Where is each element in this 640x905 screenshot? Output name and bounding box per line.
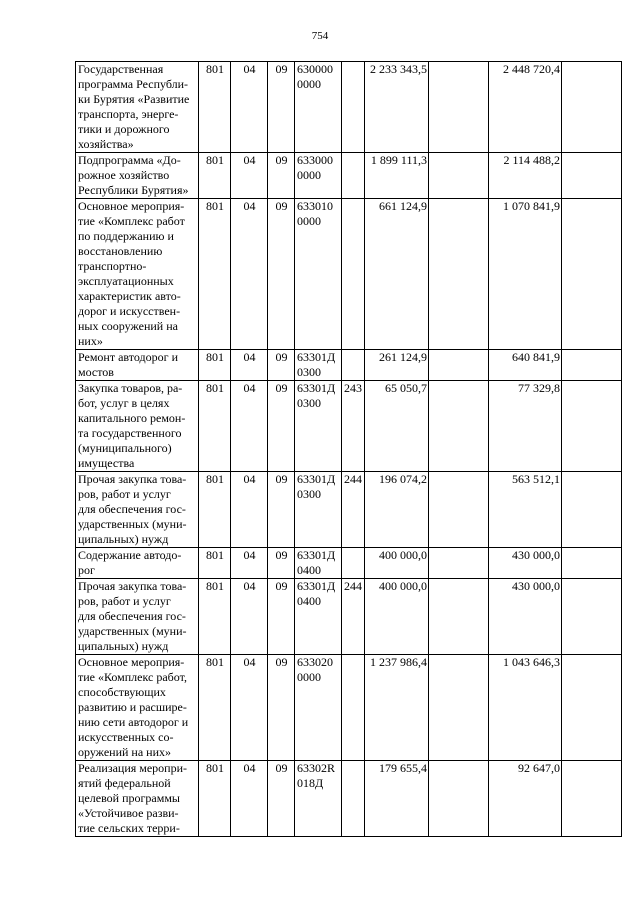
empty-cell	[562, 472, 622, 548]
gr-cell: 801	[199, 350, 231, 381]
csr-line: 0000	[297, 670, 321, 684]
sum-year1-cell: 179 655,4	[365, 761, 429, 837]
csr-line: 63301Д	[297, 472, 336, 486]
csr-cell	[295, 655, 342, 761]
empty-cell	[562, 381, 622, 472]
csr-line: 63301Д	[297, 381, 336, 395]
empty-cell	[429, 655, 489, 761]
empty-cell	[562, 62, 622, 153]
item-name-line: нию сети автодорог и	[78, 715, 189, 729]
sum-year2-cell: 1 070 841,9	[489, 199, 562, 350]
csr-cell	[295, 350, 342, 381]
sum-year1-cell: 1 899 111,3	[365, 153, 429, 199]
sum-year2-cell: 1 043 646,3	[489, 655, 562, 761]
rz-cell: 04	[231, 548, 268, 579]
empty-cell	[429, 548, 489, 579]
sum-year2-cell: 430 000,0	[489, 579, 562, 655]
sum-year2-cell: 430 000,0	[489, 548, 562, 579]
vr-cell	[342, 655, 365, 761]
csr-line: 0300	[297, 487, 321, 501]
item-name-line: ных сооружений на	[78, 319, 178, 333]
item-name-line: ки Бурятия «Развитие	[78, 92, 190, 106]
item-name-line: Закупка товаров, ра-	[78, 381, 183, 395]
empty-cell	[562, 579, 622, 655]
item-name-cell	[76, 655, 199, 761]
sum-year2-cell: 77 329,8	[489, 381, 562, 472]
budget-table	[75, 61, 622, 837]
table-row	[76, 153, 622, 199]
item-name-line: Основное мероприя-	[78, 655, 185, 669]
item-name-line: них»	[78, 334, 103, 348]
gr-cell: 801	[199, 655, 231, 761]
item-name-line: для обеспечения гос-	[78, 502, 186, 516]
sum-year1-cell: 261 124,9	[365, 350, 429, 381]
item-name-line: тие сельских терри-	[78, 821, 180, 835]
sum-year1-cell: 196 074,2	[365, 472, 429, 548]
item-name-line: эксплуатационных	[78, 274, 174, 288]
item-name-cell	[76, 199, 199, 350]
sum-year1-cell: 1 237 986,4	[365, 655, 429, 761]
item-name-line: программа Республи-	[78, 77, 189, 91]
sum-year2-cell: 92 647,0	[489, 761, 562, 837]
item-name-line: способствующих	[78, 685, 166, 699]
rz-cell: 04	[231, 62, 268, 153]
empty-cell	[429, 62, 489, 153]
empty-cell	[429, 350, 489, 381]
csr-cell	[295, 548, 342, 579]
rz-cell: 04	[231, 199, 268, 350]
csr-cell	[295, 579, 342, 655]
csr-line: 0000	[297, 214, 321, 228]
sum-year2-cell: 563 512,1	[489, 472, 562, 548]
csr-line: 63302R	[297, 761, 336, 775]
vr-cell	[342, 62, 365, 153]
pr-cell: 09	[268, 655, 295, 761]
empty-cell	[429, 472, 489, 548]
empty-cell	[562, 199, 622, 350]
item-name-line: характеристик авто-	[78, 289, 181, 303]
sum-year1-cell: 2 233 343,5	[365, 62, 429, 153]
sum-year2-cell: 2 114 488,2	[489, 153, 562, 199]
table-row	[76, 655, 622, 761]
vr-cell	[342, 199, 365, 350]
sum-year1-cell: 400 000,0	[365, 548, 429, 579]
pr-cell: 09	[268, 548, 295, 579]
rz-cell: 04	[231, 655, 268, 761]
csr-cell	[295, 472, 342, 548]
pr-cell: 09	[268, 199, 295, 350]
csr-line: 633000	[297, 153, 333, 167]
page-number: 754	[311, 30, 329, 42]
item-name-line: Основное мероприя-	[78, 199, 185, 213]
table-row	[76, 472, 622, 548]
sum-year1-cell: 65 050,7	[365, 381, 429, 472]
item-name-line: (муниципального)	[78, 441, 172, 455]
item-name-cell	[76, 472, 199, 548]
gr-cell: 801	[199, 472, 231, 548]
item-name-line: хозяйства»	[78, 137, 134, 151]
vr-cell	[342, 761, 365, 837]
empty-cell	[562, 761, 622, 837]
empty-cell	[562, 548, 622, 579]
item-name-line: транспорта, энерге-	[78, 107, 179, 121]
rz-cell: 04	[231, 761, 268, 837]
item-name-line: ятий федеральной	[78, 776, 171, 790]
item-name-cell	[76, 579, 199, 655]
table-row	[76, 381, 622, 472]
empty-cell	[429, 381, 489, 472]
item-name-line: тие «Комплекс работ	[78, 214, 185, 228]
item-name-line: рожное хозяйство	[78, 168, 170, 182]
gr-cell: 801	[199, 381, 231, 472]
item-name-line: развитию и расшире-	[78, 700, 187, 714]
csr-line: 0300	[297, 365, 321, 379]
csr-cell	[295, 62, 342, 153]
item-name-line: Содержание автодо-	[78, 548, 182, 562]
item-name-line: ударственных (муни-	[78, 624, 187, 638]
item-name-line: восстановлению	[78, 244, 163, 258]
csr-line: 0300	[297, 396, 321, 410]
gr-cell: 801	[199, 199, 231, 350]
gr-cell: 801	[199, 153, 231, 199]
csr-cell	[295, 153, 342, 199]
item-name-cell	[76, 761, 199, 837]
item-name-line: по поддержанию и	[78, 229, 174, 243]
item-name-line: тие «Комплекс работ,	[78, 670, 187, 684]
csr-line: 633020	[297, 655, 333, 669]
item-name-line: ципальных) нужд	[78, 532, 169, 546]
table-row	[76, 761, 622, 837]
rz-cell: 04	[231, 472, 268, 548]
item-name-line: Прочая закупка това-	[78, 579, 187, 593]
csr-line: 63301Д	[297, 350, 336, 364]
vr-cell: 244	[342, 472, 365, 548]
item-name-line: ударственных (муни-	[78, 517, 187, 531]
empty-cell	[429, 761, 489, 837]
gr-cell: 801	[199, 761, 231, 837]
item-name-line: искусственных со-	[78, 730, 174, 744]
table-row	[76, 199, 622, 350]
csr-line: 0000	[297, 168, 321, 182]
pr-cell: 09	[268, 153, 295, 199]
pr-cell: 09	[268, 350, 295, 381]
csr-line: 63301Д	[297, 579, 336, 593]
item-name-line: ципальных) нужд	[78, 639, 169, 653]
rz-cell: 04	[231, 381, 268, 472]
table-row	[76, 350, 622, 381]
pr-cell: 09	[268, 62, 295, 153]
item-name-line: для обеспечения гос-	[78, 609, 186, 623]
item-name-line: ров, работ и услуг	[78, 594, 171, 608]
rz-cell: 04	[231, 579, 268, 655]
item-name-line: Реализация меропри-	[78, 761, 188, 775]
item-name-line: Подпрограмма «До-	[78, 153, 181, 167]
rz-cell: 04	[231, 350, 268, 381]
csr-line: 633010	[297, 199, 333, 213]
item-name-line: ров, работ и услуг	[78, 487, 171, 501]
empty-cell	[562, 655, 622, 761]
csr-line: 018Д	[297, 776, 324, 790]
item-name-line: оружений на них»	[78, 745, 171, 759]
sum-year2-cell: 2 448 720,4	[489, 62, 562, 153]
table-row	[76, 62, 622, 153]
item-name-line: Республики Бурятия»	[78, 183, 189, 197]
item-name-cell	[76, 350, 199, 381]
item-name-line: Государственная	[78, 62, 164, 76]
item-name-line: мостов	[78, 365, 114, 379]
sum-year1-cell: 400 000,0	[365, 579, 429, 655]
gr-cell: 801	[199, 579, 231, 655]
pr-cell: 09	[268, 761, 295, 837]
vr-cell	[342, 350, 365, 381]
csr-line: 63301Д	[297, 548, 336, 562]
vr-cell: 243	[342, 381, 365, 472]
csr-line: 0000	[297, 77, 321, 91]
table-row	[76, 579, 622, 655]
csr-cell	[295, 381, 342, 472]
pr-cell: 09	[268, 472, 295, 548]
item-name-line: тики и дорожного	[78, 122, 170, 136]
csr-cell	[295, 199, 342, 350]
empty-cell	[562, 350, 622, 381]
csr-line: 0400	[297, 594, 321, 608]
rz-cell: 04	[231, 153, 268, 199]
vr-cell	[342, 153, 365, 199]
item-name-cell	[76, 153, 199, 199]
item-name-line: имущества	[78, 456, 135, 470]
item-name-line: рог	[78, 563, 95, 577]
sum-year2-cell: 640 841,9	[489, 350, 562, 381]
empty-cell	[429, 579, 489, 655]
item-name-line: транспортно-	[78, 259, 147, 273]
item-name-line: целевой программы	[78, 791, 180, 805]
gr-cell: 801	[199, 548, 231, 579]
empty-cell	[429, 199, 489, 350]
item-name-cell	[76, 62, 199, 153]
table-row	[76, 548, 622, 579]
vr-cell	[342, 548, 365, 579]
csr-line: 630000	[297, 62, 333, 76]
pr-cell: 09	[268, 579, 295, 655]
empty-cell	[562, 153, 622, 199]
item-name-line: та государственного	[78, 426, 182, 440]
pr-cell: 09	[268, 381, 295, 472]
item-name-line: капитального ремон-	[78, 411, 186, 425]
item-name-line: бот, услуг в целях	[78, 396, 170, 410]
gr-cell: 801	[199, 62, 231, 153]
csr-line: 0400	[297, 563, 321, 577]
empty-cell	[429, 153, 489, 199]
vr-cell: 244	[342, 579, 365, 655]
item-name-cell	[76, 381, 199, 472]
item-name-line: «Устойчивое разви-	[78, 806, 179, 820]
item-name-cell	[76, 548, 199, 579]
sum-year1-cell: 661 124,9	[365, 199, 429, 350]
item-name-line: дорог и искусствен-	[78, 304, 181, 318]
csr-cell	[295, 761, 342, 837]
item-name-line: Прочая закупка това-	[78, 472, 187, 486]
item-name-line: Ремонт автодорог и	[78, 350, 178, 364]
